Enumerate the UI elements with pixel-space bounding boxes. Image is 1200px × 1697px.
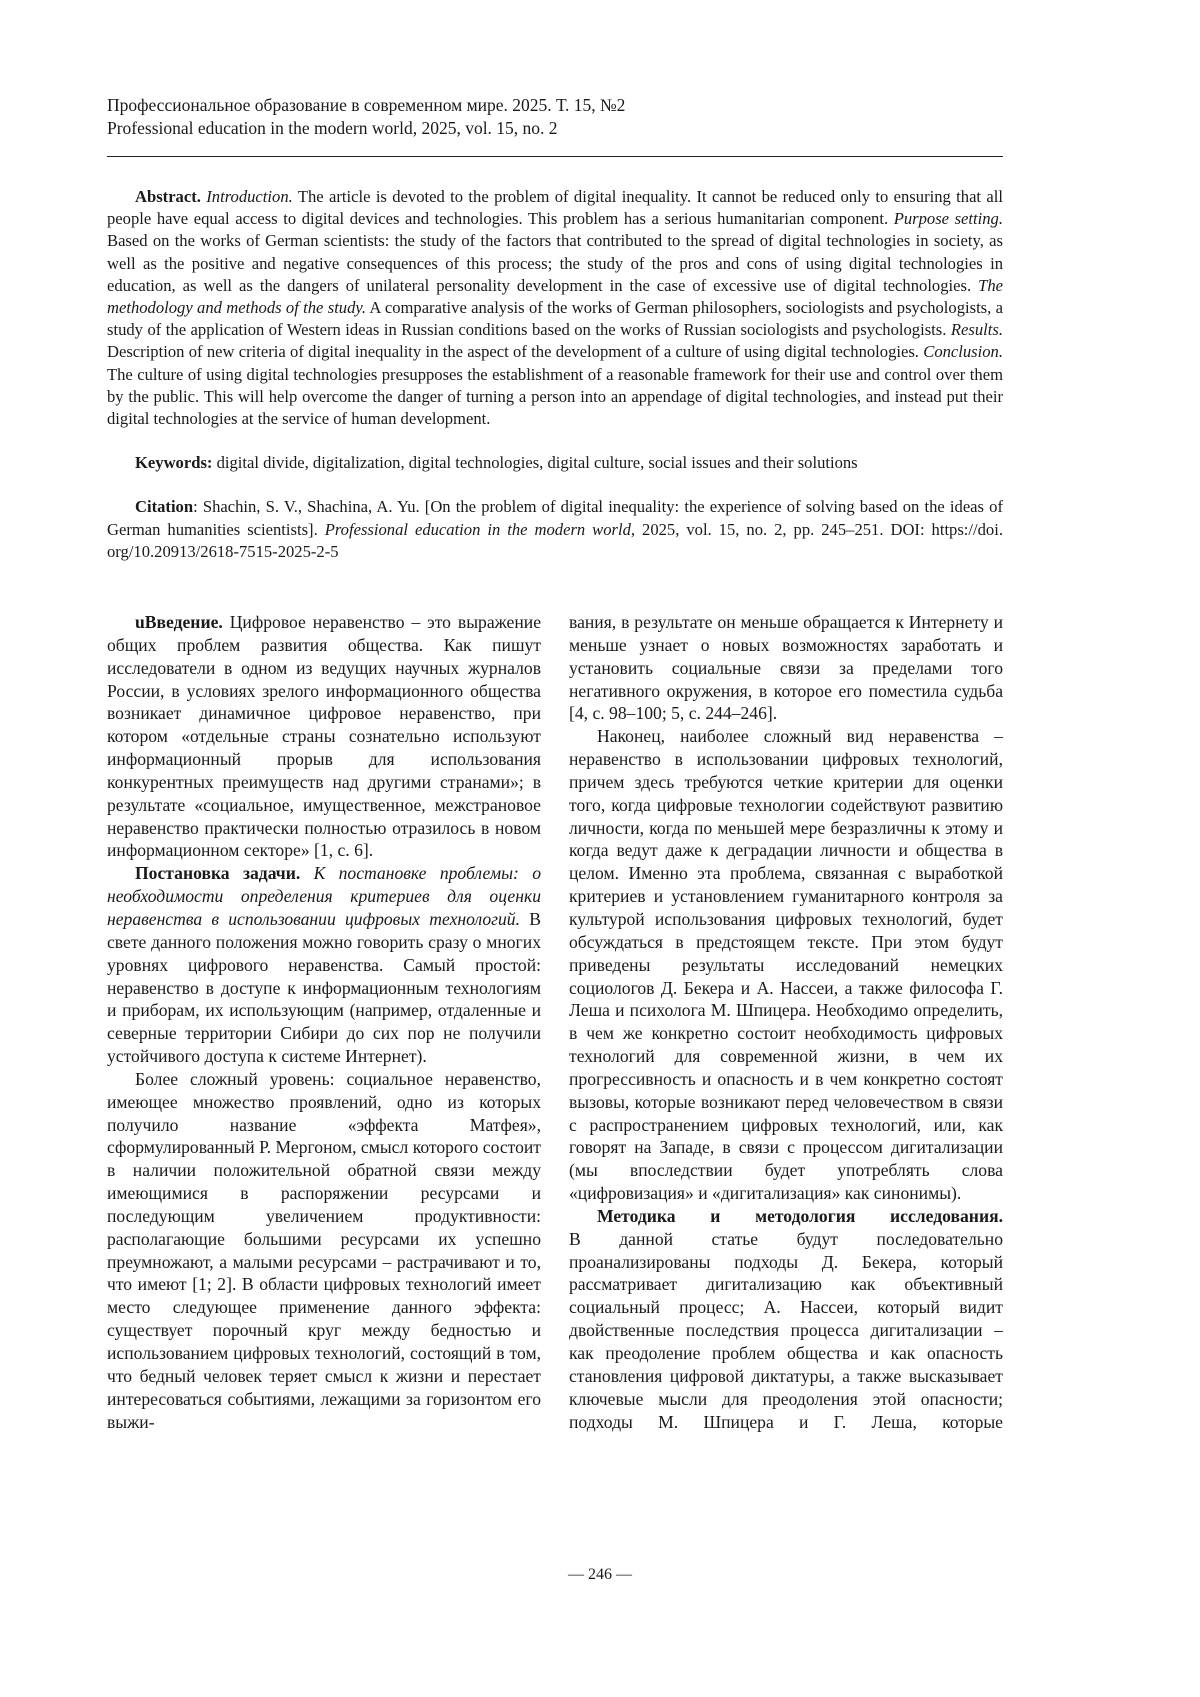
italic-text: К постановке проблемы: о необходимости определения критериев для оценки неравенства в использовании цифровых технологий. bbox=[107, 863, 541, 929]
body-text: вания, в результате он меньше обращается к Интернету и меньше узнает о новых возможностях заработать и установить социальные связи за пределами того негативного окружения, в которое его поместила судьба [4, с. 98–100; 5, с. 244–246]. bbox=[569, 612, 1003, 723]
body-text: : Shachin, S. V., Shachina, A. Yu. [On the problem of digital inequality: the experience of solving based on the ideas of German humanities scientists]. bbox=[107, 497, 1003, 538]
page-number: — 246 — bbox=[0, 1566, 1200, 1584]
italic-text: Purpose setting. bbox=[894, 209, 1003, 228]
header-divider bbox=[107, 156, 1003, 157]
body-text: В данной статье будут последовательно проанализированы подходы Д. Бекера, который рассматривает дигитализацию как объективный социальный процесс; А. Нассеи, который видит двойственные последствия процесса дигитализации – как преодоление проблем общества и как опасность становления цифровой диктатуры, а также высказывает ключевые мысли для преодоления этой опасности; подходы М. Шпицера и Г. Леша, которые bbox=[569, 1229, 1003, 1432]
bold-heading-text: Keywords: bbox=[135, 453, 212, 472]
column-right-paragraph bbox=[569, 725, 1003, 1205]
body-text: A comparative analysis of the works of German philosophers, sociologists and psychologists, a study of the application of Western ideas in Russian conditions based on the works of Russian sociologists and psychologists. bbox=[107, 298, 1003, 339]
column-right-paragraph bbox=[569, 611, 1003, 725]
bold-heading-text: Abstract. bbox=[135, 187, 206, 206]
column-right-paragraph bbox=[569, 1205, 1003, 1228]
italic-text: Results. bbox=[951, 320, 1003, 339]
column-left-paragraph bbox=[107, 611, 541, 862]
body-text: Наконец, наиболее сложный вид неравенства – неравенство в использовании цифровых технологий, причем здесь требуются четкие критерии для оценки того, когда цифровые технологии содействуют развитию личности, когда по меньшей мере безразличны к этому и когда ведут даже к деградации личности и общества в целом. Именно эта проблема, связанная с выработкой критериев и установлением гуманитарного контроля за культурой использования цифровых технологий, будет обсуждаться в предстоящем тексте. При этом будут приведены результаты исследований немецких социологов Д. Бекера и А. Нассеи, а также философа Г. Леша и психолога М. Шпицера. Необходимо определить, в чем же конкретно состоит необходимость цифровых технологий для современной жизни, в чем их прогрессивность и опасность и в чем конкретно состоят вызовы, которые возникают перед человечеством в связи с распространением цифровых технологий, или, как говорят на Западе, в связи с процессом дигитализации (мы впоследствии будет употреблять слова «цифровизация» и «дигитализация» как синонимы). bbox=[569, 726, 1003, 1203]
body-text: В свете данного положения можно говорить сразу о многих уровнях цифрового неравенства. Самый простой: неравенство в доступе к информационным технологиям и приборам, их использующим (например, отдаленные и северные территории Сибири до сих пор не получили устойчивого доступа к системе Интернет). bbox=[107, 909, 541, 1066]
column-right-paragraph bbox=[569, 1228, 1003, 1434]
abstract-block-paragraph bbox=[107, 452, 1003, 474]
abstract-block-paragraph bbox=[107, 496, 1003, 563]
italic-text: Professional education in the modern world, bbox=[325, 520, 635, 539]
body-text: Более сложный уровень: социальное неравенство, имеющее множество проявлений, одно из которых получило название «эффекта Матфея», сформулированный Р. Мергоном, смысл которого состоит в наличии положительной обратной связи между имеющимися в распоряжении ресурсами и последующим увеличением продуктивности: располагающие большими ресурсами их успешно преумножают, а малыми ресурсами – растрачивают и то, что имеют [1; 2]. В области цифровых технологий имеет место следующее применение данного эффекта: существует порочный круг между бедностью и использованием цифровых технологий, состоящий в том, что бедный человек теряет смысл к жизни и перестает интересоваться событиями, лежащими за горизонтом его выжи- bbox=[107, 1069, 541, 1432]
bold-heading-text: Методика и методология исследования. bbox=[597, 1206, 1003, 1226]
body-text: Цифровое неравенство – это выражение общих проблем развития общества. Как пишут исследователи в одном из ведущих научных журналов России, в условиях зрелого информационного общества возникает динамичное цифровое неравенство, при котором «отдельные страны сознательно используют информационный прорыв для использования конкурентных преимуществ над другими странами»; в результате «социальное, имущественное, межстрановое неравенство практически полностью отразилось в новом информационном секторе» [1, с. 6]. bbox=[107, 612, 541, 860]
italic-text: Introduction. bbox=[206, 187, 293, 206]
abstract-section bbox=[107, 186, 1003, 563]
body-column-left bbox=[107, 611, 541, 1433]
bold-heading-text: uВведение. bbox=[135, 612, 223, 632]
italic-text: Conclusion. bbox=[923, 342, 1003, 361]
abstract-block-paragraph bbox=[107, 186, 1003, 430]
italic-text: The methodology and methods of the study. bbox=[107, 276, 1003, 317]
body-text: Description of new criteria of digital inequality in the aspect of the development of a culture of using digital technologies. bbox=[107, 342, 923, 361]
body-column-right bbox=[569, 611, 1003, 1433]
journal-header-en: Professional education in the modern world, 2025, vol. 15, no. 2 bbox=[107, 117, 625, 140]
journal-header-ru: Профессиональное образование в современном мире. 2025. Т. 15, №2 bbox=[107, 94, 625, 117]
body-text: The article is devoted to the problem of digital inequality. It cannot be reduced only to ensuring that all people have equal access to digital devices and technologies. This problem has a serious humanitarian component. bbox=[107, 187, 1003, 228]
body-text: Based on the works of German scientists: the study of the factors that contributed to the spread of digital technologies in society, as well as the positive and negative consequences of this process; the study of the pros and cons of using digital technologies in education, as well as the dangers of unilateral personality development in the case of excessive use of digital technologies. bbox=[107, 231, 1003, 294]
column-left-paragraph bbox=[107, 1068, 541, 1434]
body-text: digital divide, digitalization, digital technologies, digital culture, social issues and their solutions bbox=[212, 453, 857, 472]
bold-heading-text: Citation bbox=[135, 497, 193, 516]
column-left-paragraph bbox=[107, 862, 541, 1068]
journal-header bbox=[107, 94, 625, 140]
body-text: The culture of using digital technologies presupposes the establishment of a reasonable framework for their use and control over them by the public. This will help overcome the danger of turning a person into an appendage of digital technologies, and instead put their digital technologies at the service of human development. bbox=[107, 365, 1003, 428]
body-text: 2025, vol. 15, no. 2, pp. 245–251. DOI: https://doi. org/10.20913/2618-7515-2025-2-5 bbox=[107, 520, 1003, 561]
bold-heading-text: Постановка задачи. bbox=[135, 863, 300, 883]
